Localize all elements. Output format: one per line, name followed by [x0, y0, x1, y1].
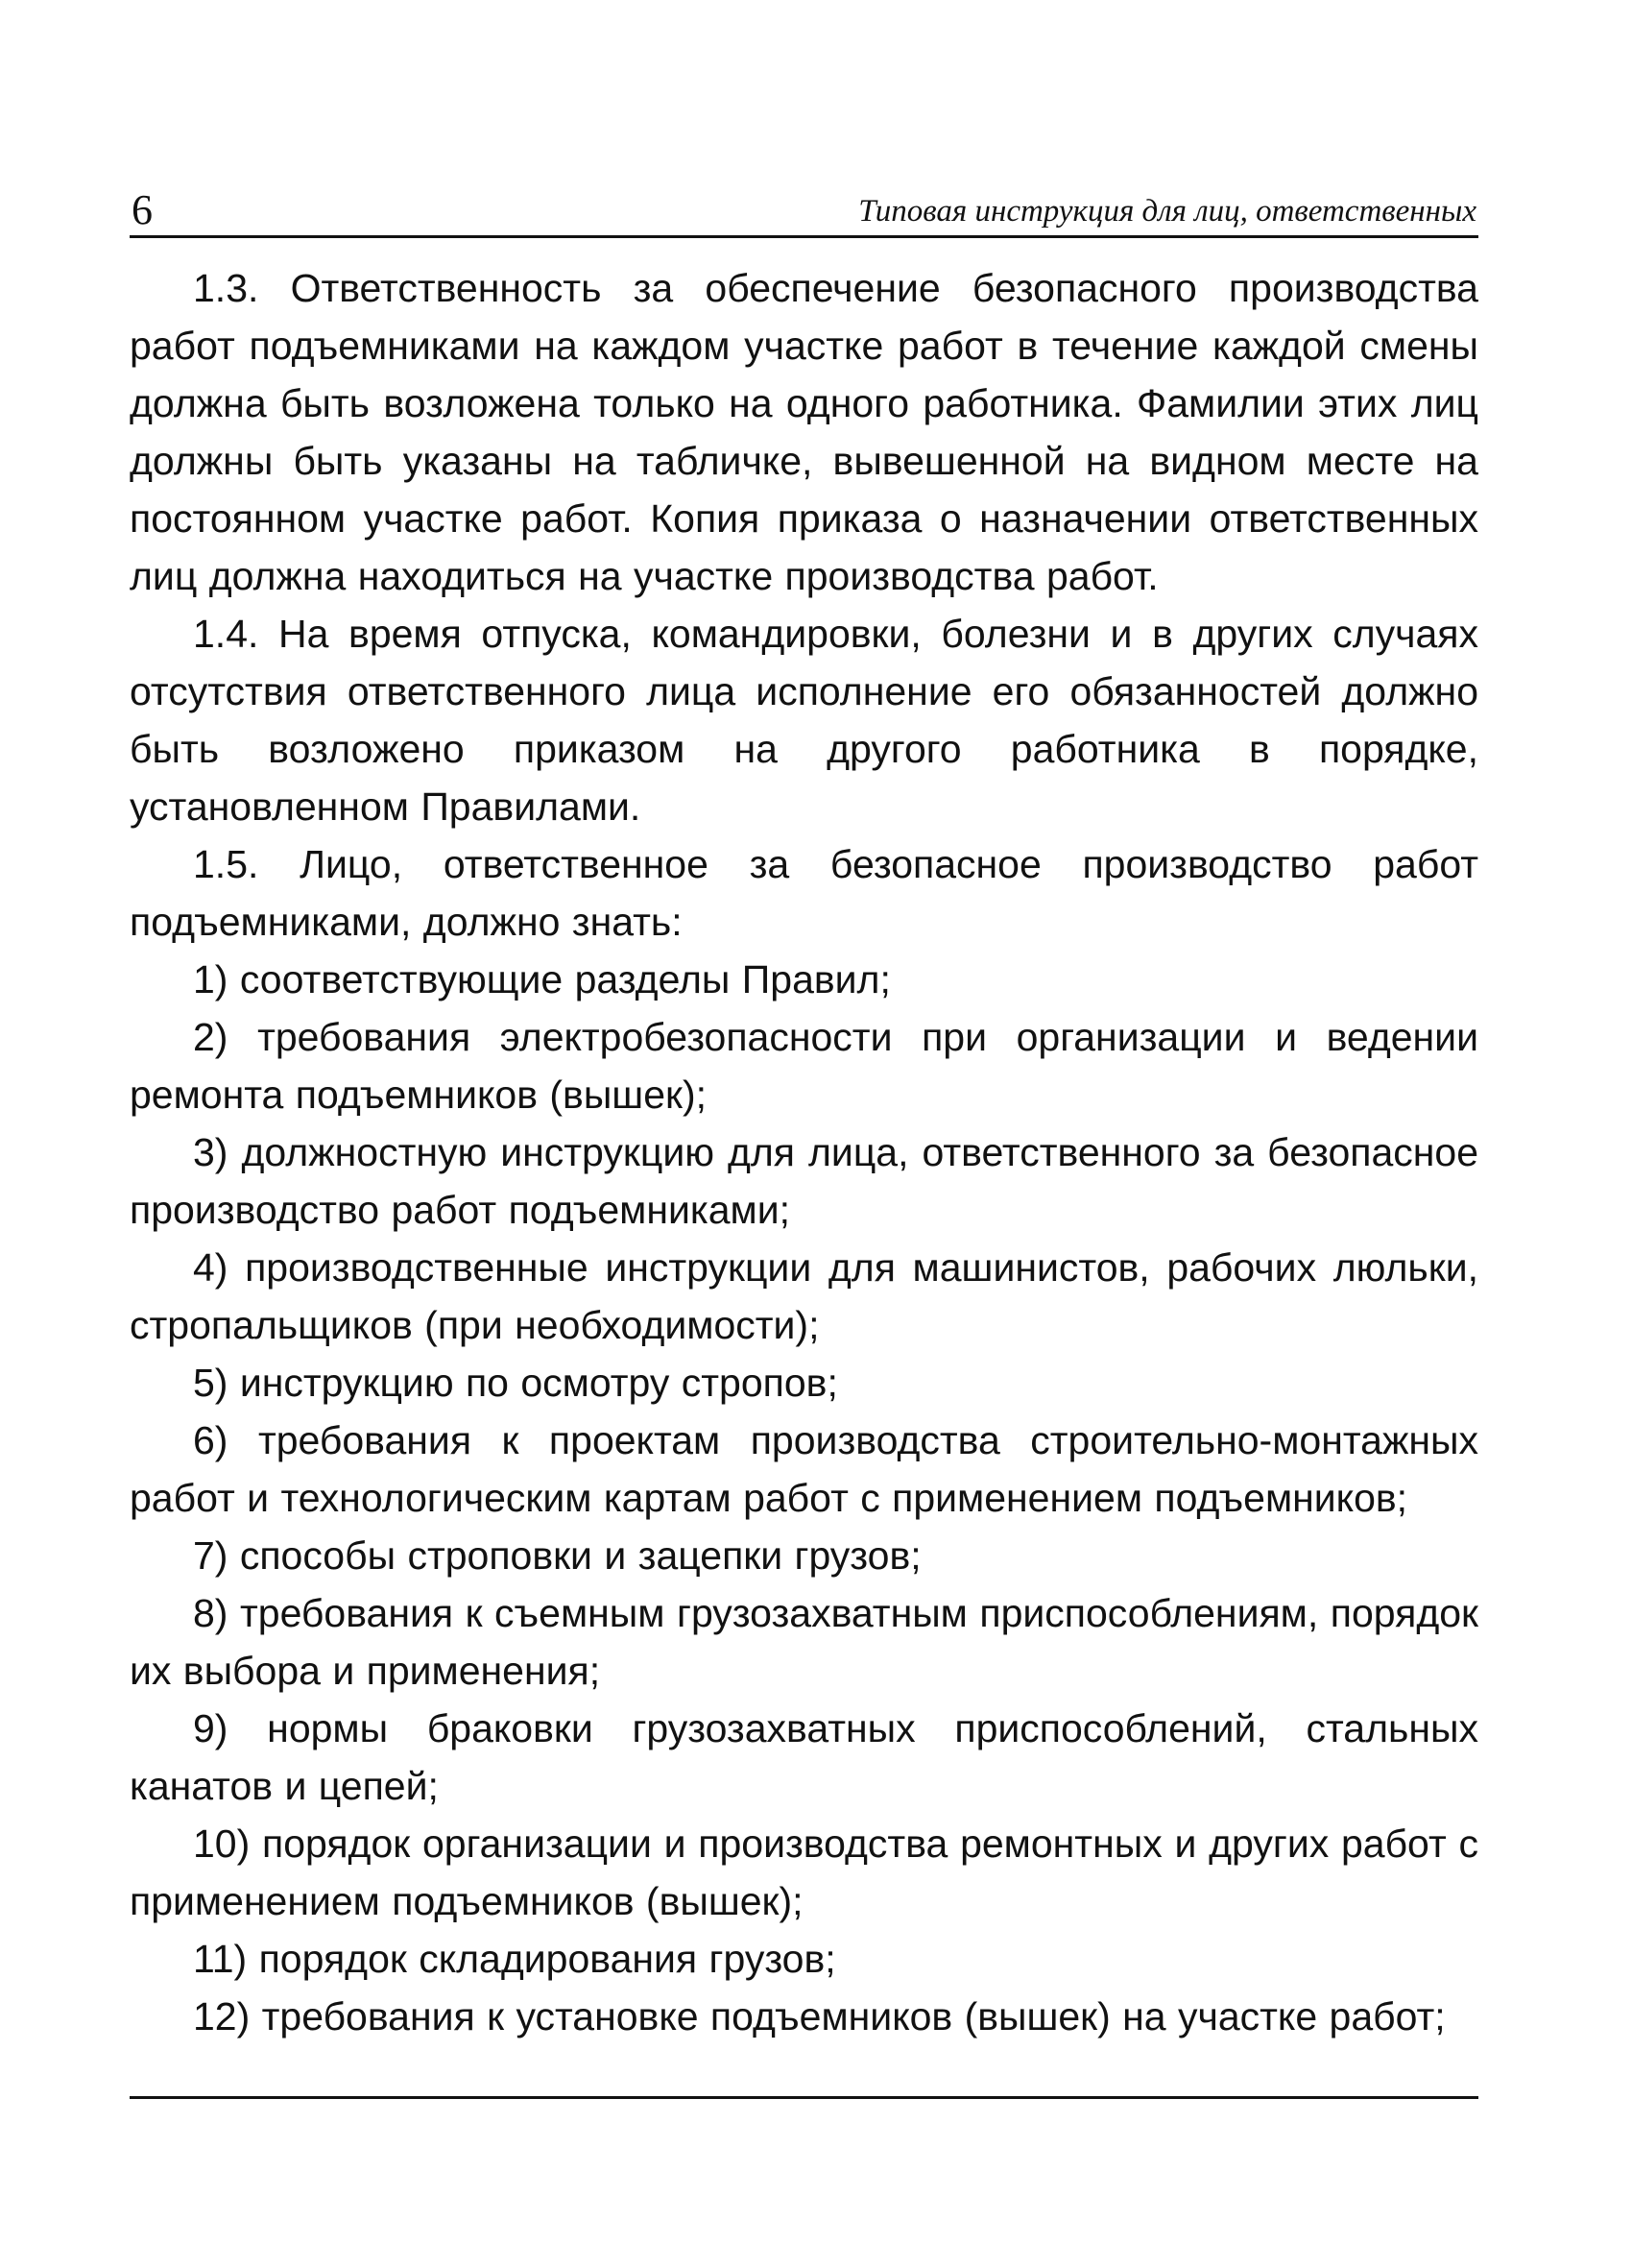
list-item: 7) способы строповки и зацепки грузов;: [193, 1533, 922, 1578]
running-title: Типовая инструкция для лиц, ответственных: [858, 194, 1476, 229]
list-item: 12) требования к установке подъемников (вышек) на участке работ;: [193, 1994, 1446, 2039]
list-item: 2) требования электробезопасности при организации и ведении ремонта подъемников (вышек);: [130, 1015, 1478, 1117]
running-header: [130, 187, 1478, 238]
list-item: 3) должностную инструкцию для лица, ответственного за безопасное производство работ подъемниками;: [130, 1130, 1478, 1232]
list-item: 10) порядок организации и производства ремонтных и других работ с применением подъемников (вышек);: [130, 1822, 1478, 1923]
list-item: 5) инструкцию по осмотру стропов;: [193, 1361, 838, 1405]
paragraph-1-4: 1.4. На время отпуска, командировки, болезни и в других случаях отсутствия ответственного лица исполнение его обязанностей должно быть возложено приказом на другого работника в порядке, установленном Правилами.: [130, 612, 1478, 829]
document-page: [130, 187, 1478, 2045]
list-item: 1) соответствующие разделы Правил;: [193, 957, 891, 1001]
list-item: 6) требования к проектам производства строительно-монтажных работ и технологическим картам работ с применением подъемников;: [130, 1418, 1478, 1520]
page-number: 6: [132, 186, 153, 233]
paragraph-1-5: 1.5. Лицо, ответственное за безопасное производство работ подъемниками, должно знать:: [130, 842, 1478, 944]
list-item: 9) нормы браковки грузозахватных приспособлений, стальных канатов и цепей;: [130, 1706, 1478, 1808]
list-item: 8) требования к съемным грузозахватным приспособлениям, порядок их выбора и применения;: [130, 1591, 1478, 1693]
paragraph-1-3: 1.3. Ответственность за обеспечение безопасного производства работ подъемниками на каждом участке работ в течение каждой смены должна быть возложена только на одного работника. Фамилии этих лиц должны быть указаны на табличке, вывешенной на видном месте на постоянном участке работ. Копия приказа о назначении ответственных лиц должна находиться на участке производства работ.: [130, 266, 1478, 598]
footer-rule: [130, 2096, 1478, 2099]
list-item: 11) порядок складирования грузов;: [193, 1937, 836, 1981]
list-item: 4) производственные инструкции для машинистов, рабочих люльки, стропальщиков (при необходимости);: [130, 1245, 1478, 1347]
document-body: [130, 259, 1478, 2045]
